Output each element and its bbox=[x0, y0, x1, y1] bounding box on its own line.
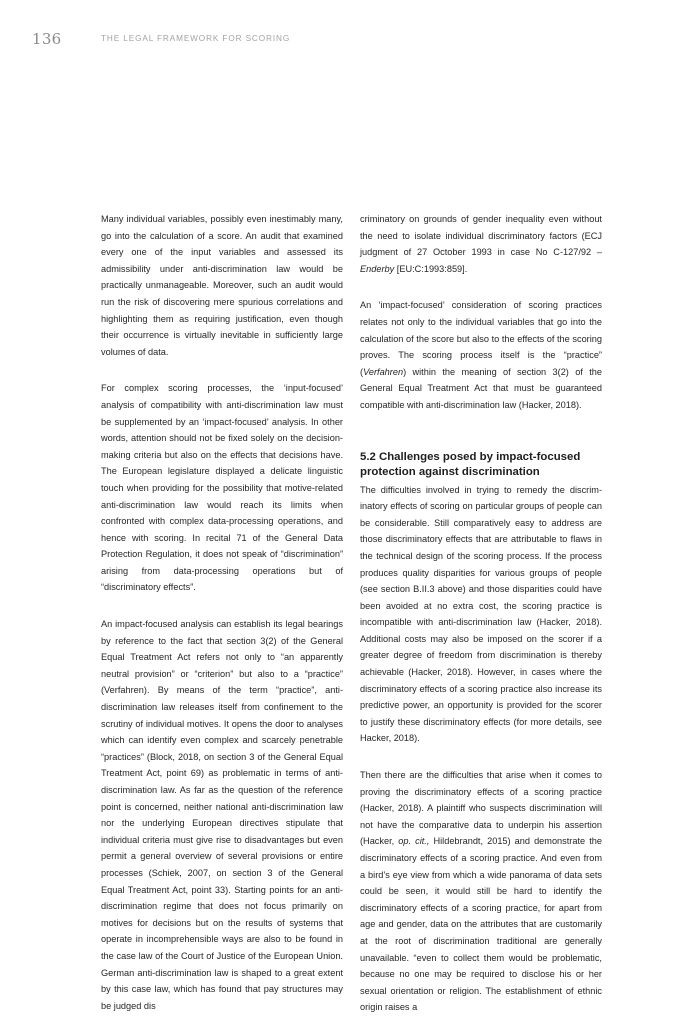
paragraph: An impact-focused analysis can establish its legal bearings by reference to the fact that section 3(2) of the General Equal Treatment Act refers not only to “an apparently neutral provision” or “criterion” but also to a “practice” (Verfahren). By means of the term “practice”, anti-discrimination law releases itself from confinement to the scrutiny of individual motives. It opens the door to analyses which can identify even complex and scarcely penetrable “practices” (Block, 2018, on section 3 of the General Equal Treatment Act, point 69) as problematic in terms of anti-discrimination law. As far as the question of the reference point is concerned, neither national anti-discrimination law nor the underlying European directives stipulate that individual criteria must give rise to disadvantages but even permit a general overview of several provisions or entire processes (Schiek, 2007, on section 3 of the General Equal Treatment Act, point 33). Starting points for an anti-discrimination regime that does not focus primarily on motives for decisions but on the results of systems that operate in incomprehensible ways are also to be found in the case law of the Court of Justice of the European Union. German anti-discrimination law is shaped to a great extent by this case law, which has found that pay structures may be judged dis bbox=[101, 619, 343, 1011]
italic-case-name: Enderby bbox=[360, 263, 395, 274]
text-run: Hildebrandt, 2015) and demonstrate the discriminatory effects of a scoring practice. And even from a bird’s eye view from which a wide panorama of data sets could be seen, it would still be hard to identify the discriminatory effects of a scoring practice, for apart from age and gender, data on the attributes that are customarily at the root of discrimination traditional are generally unavailable. “even to collect them would be problematic, because no one may be required to disclose his or her sexual orientation or religion. The establishment of ethnic origin raises a bbox=[360, 836, 602, 1013]
italic-citation: op. cit., bbox=[398, 836, 430, 847]
running-title: THE LEGAL FRAMEWORK FOR SCORING bbox=[101, 34, 291, 43]
left-column bbox=[101, 211, 343, 1014]
paragraph bbox=[360, 767, 602, 1016]
section-heading: 5.2 Challenges posed by impact-focused protection against discrimination bbox=[360, 450, 581, 479]
paragraph bbox=[360, 297, 602, 413]
right-column bbox=[360, 211, 602, 1016]
paragraph bbox=[360, 211, 602, 277]
text-run: An ‘impact-focused’ consideration of scoring practices relates not only to the individual variables that go into the calculation of the score but also to the effects of the scoring proves. The scoring process itself is the “practice” ( bbox=[360, 300, 602, 377]
italic-term: Verfahren bbox=[363, 366, 404, 377]
text-run: ) within the meaning of section 3(2) of the General Equal Treatment Act that must be guaranteed compatible with anti-discrimination law (Hacker, 2018). bbox=[360, 366, 602, 410]
text-run: [EU:C:1993:859]. bbox=[394, 263, 468, 274]
paragraph: For complex scoring processes, the ‘input-focused’ analysis of compatibility with anti-discrimination law must be supplemented by an ‘impact-focused’ analysis. In other words, attention should not be fixed solely on the decision-making criteria but also on the effects that decisions have. The European legislature displayed a delicate linguistic touch when providing for the possibility that motive-related anti-discrimination law would reach its limits when confronted with complex data-processing operations, and hence with scoring. In recital 71 of the General Data Protection Regulation, it does not speak of “discrimination” arising from data-processing operations but of “discriminatory effects”. bbox=[101, 383, 343, 593]
text-run: criminatory on grounds of gender inequality even without the need to isolate individual discriminatory factors (ECJ judgment of 27 October 1993 in case No C-127/92 – bbox=[360, 214, 602, 258]
paragraph: Many individual variables, possibly even inestimably many, go into the calculation of a score. An audit that examined every one of the input variables and assessed its admissibility under anti-discrimination law would be practically unmanageable. Moreover, such an audit would run the risk of discovering mere spurious correlations and highlighting them as requiring justification, even though their occurrence is virtually inevitable in sufficiently large volumes of data. bbox=[101, 214, 343, 357]
page-number: 136 bbox=[32, 30, 62, 48]
text-run: Then there are the difficulties that arise when it comes to proving the discriminatory effects of a scoring practice (Hacker, 2018). A plaintiff who suspects discrimination will not have the comparative data to underpin his assertion (Hacker, bbox=[360, 770, 602, 847]
paragraph: The difficulties involved in trying to remedy the discriminatory effects of scoring on particular groups of people can be considerable. Still comparatively easy to address are those discriminatory effects that are attributable to flaws in the technical design of the scoring process. If the process produces quality disparities for various groups of people (see section B.II.3 above) and those disparities could have been avoided at no extra cost, the scoring practice is incompatible with anti-discrimination law (Hacker, 2018). Additional costs may also be imposed on the scorer if a greater degree of freedom from discrimination is thereby achievable (Hacker, 2018). However, in cases where the discriminatory effects of a scoring practice also increase its predictive power, an opportunity is provided for the scorer to justify these discriminatory effects (for more details, see Hacker, 2018). bbox=[360, 484, 602, 744]
